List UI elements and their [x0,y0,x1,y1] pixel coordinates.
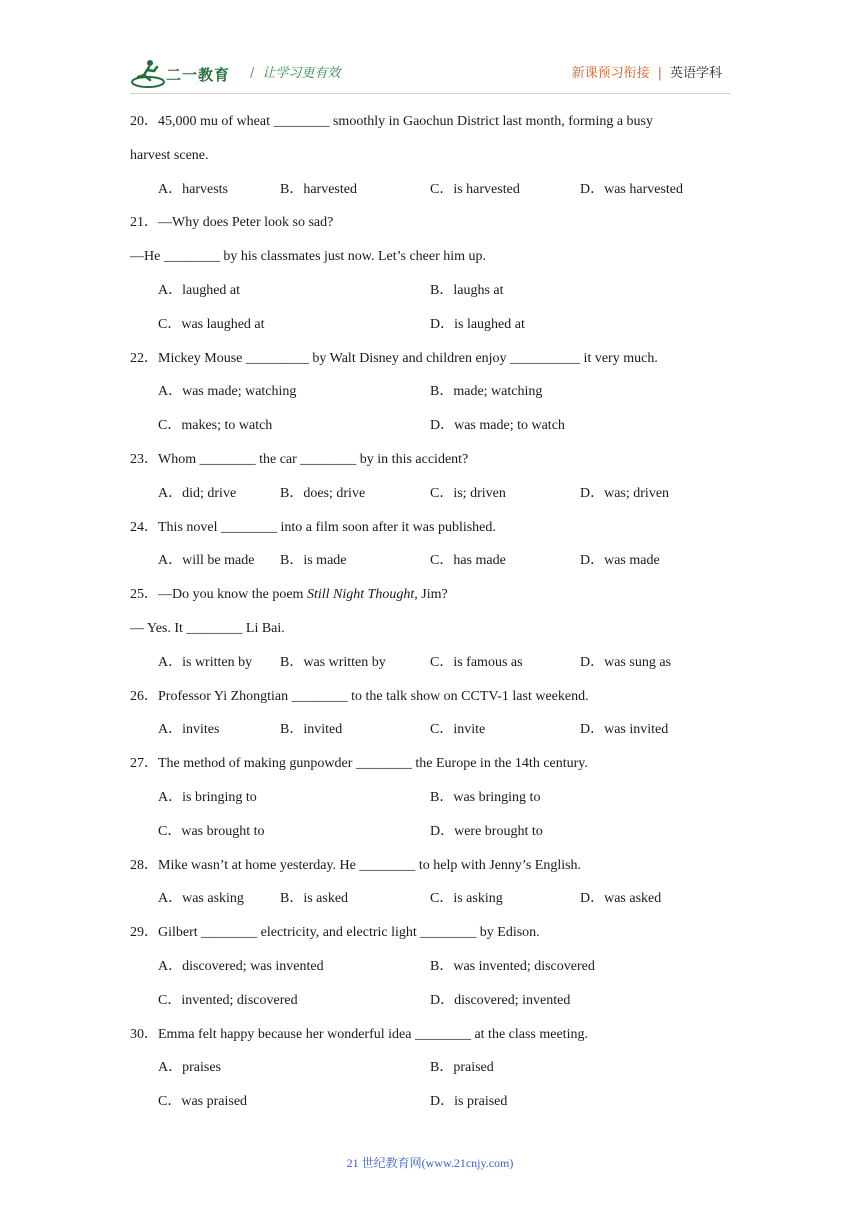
question-text: 20．45,000 mu of wheat ________ smoothly in Gaochun District last month, forming a busy [130,114,654,129]
question-text: 24．This novel ________ into a film soon after it was published. [130,519,496,535]
option-a: A．was made; watching [158,384,297,400]
option-a: A．is written by [158,654,253,670]
option-d: D．is praised [430,1094,508,1110]
question-text: 28．Mike wasn’t at home yesterday. He ________ to help with Jenny’s English. [130,857,582,873]
option-d: D．is laughed at [430,316,525,332]
option-c: C．is; driven [430,485,506,501]
option-b: B．was written by [280,654,386,670]
option-row [130,173,730,207]
option-c: C．is asking [430,891,503,907]
page-footer: 21 世纪教育网(www.21cnjy.com) [346,1156,514,1170]
option-b: B．is asked [280,891,349,907]
option-b: B．made; watching [430,384,543,400]
option-c: C．was brought to [158,823,265,839]
option-a: A．will be made [158,553,255,569]
option-row [130,308,730,342]
option-a: A．laughed at [158,282,241,298]
question-text: 27．The method of making gunpowder ________ the Europe in the 14th century. [130,756,588,772]
question-text-pre: 25．—Do you know the poem [130,587,307,603]
option-a: A．praises [158,1060,221,1076]
option-c: C．makes; to watch [158,418,273,434]
question-text-post: , Jim? [414,587,448,603]
header-separator: | [657,66,662,81]
option-row [130,1051,730,1085]
option-row [130,950,730,984]
option-a: A．is bringing to [158,789,257,805]
option-d: D．was; driven [580,485,670,501]
option-c: C．invite [430,722,486,738]
option-row [130,274,730,308]
slogan-slash: / [250,66,255,81]
option-row [130,375,730,409]
option-b: B．is made [280,553,347,569]
option-b: B．harvested [280,181,357,197]
option-c: C．invented; discovered [158,992,298,1008]
course-label: 新课预习衔接 [571,66,650,81]
slogan-text: 让学习更有效 [262,66,341,81]
option-a: A．invites [158,722,220,738]
option-c: C．is harvested [430,181,520,197]
option-d: D．was made; to watch [430,418,565,434]
question-text: 23．Whom ________ the car ________ by in this accident? [130,451,469,467]
option-b: B．praised [430,1060,494,1076]
option-b: B．invited [280,722,343,738]
option-row [130,409,730,443]
option-d: D．was made [580,553,660,569]
subject-label: 英语学科 [669,66,722,81]
option-d: D．were brought to [430,823,543,839]
option-d: D．was asked [580,891,662,907]
question-text: 26．Professor Yi Zhongtian ________ to the talk show on CCTV-1 last weekend. [130,688,589,704]
option-row [130,1085,730,1119]
question-text: 30．Emma felt happy because her wonderful idea ________ at the class meeting. [130,1026,588,1042]
option-row [130,544,730,578]
option-row [130,646,730,680]
header-right [572,62,722,81]
option-d: D．was sung as [580,654,671,670]
option-row [130,882,730,916]
option-c: C．has made [430,553,506,569]
option-d: D．discovered; invented [430,992,571,1008]
question-text: 22．Mickey Mouse _________ by Walt Disney and children enjoy __________ it very much. [130,350,658,366]
option-row [130,477,730,511]
poem-title: Still Night Thought [306,587,415,603]
option-row [130,984,730,1018]
question-text-cont: —He ________ by his classmates just now. Let’s cheer him up. [130,249,487,265]
question-text-cont: — Yes. It ________ Li Bai. [130,620,285,636]
header-divider [130,93,730,94]
option-b: B．does; drive [280,485,366,501]
option-row [130,713,730,747]
option-b: B．laughs at [430,282,504,298]
question-text [130,578,730,612]
logo [130,58,240,90]
option-b: B．was bringing to [430,789,541,805]
runner-logo-icon [130,58,166,90]
option-a: A．was asking [158,891,244,907]
question-text-cont: harvest scene. [130,147,209,163]
option-d: D．was harvested [580,181,684,197]
option-c: C．was laughed at [158,316,265,332]
option-row [130,815,730,849]
question-text: 21．—Why does Peter look so sad? [130,215,334,231]
option-c: C．was praised [158,1094,248,1110]
question-list [130,105,730,1119]
option-d: D．was invited [580,722,669,738]
option-a: A．harvests [158,181,228,197]
logo-text: 二一教育 [166,66,231,84]
option-row [130,781,730,815]
option-c: C．is famous as [430,654,523,670]
question-text: 29．Gilbert ________ electricity, and electric light ________ by Edison. [130,925,540,941]
option-a: A．did; drive [158,485,237,501]
option-a: A．discovered; was invented [158,958,324,974]
slogan [250,62,340,81]
page-header [130,58,730,92]
option-b: B．was invented; discovered [430,958,595,974]
